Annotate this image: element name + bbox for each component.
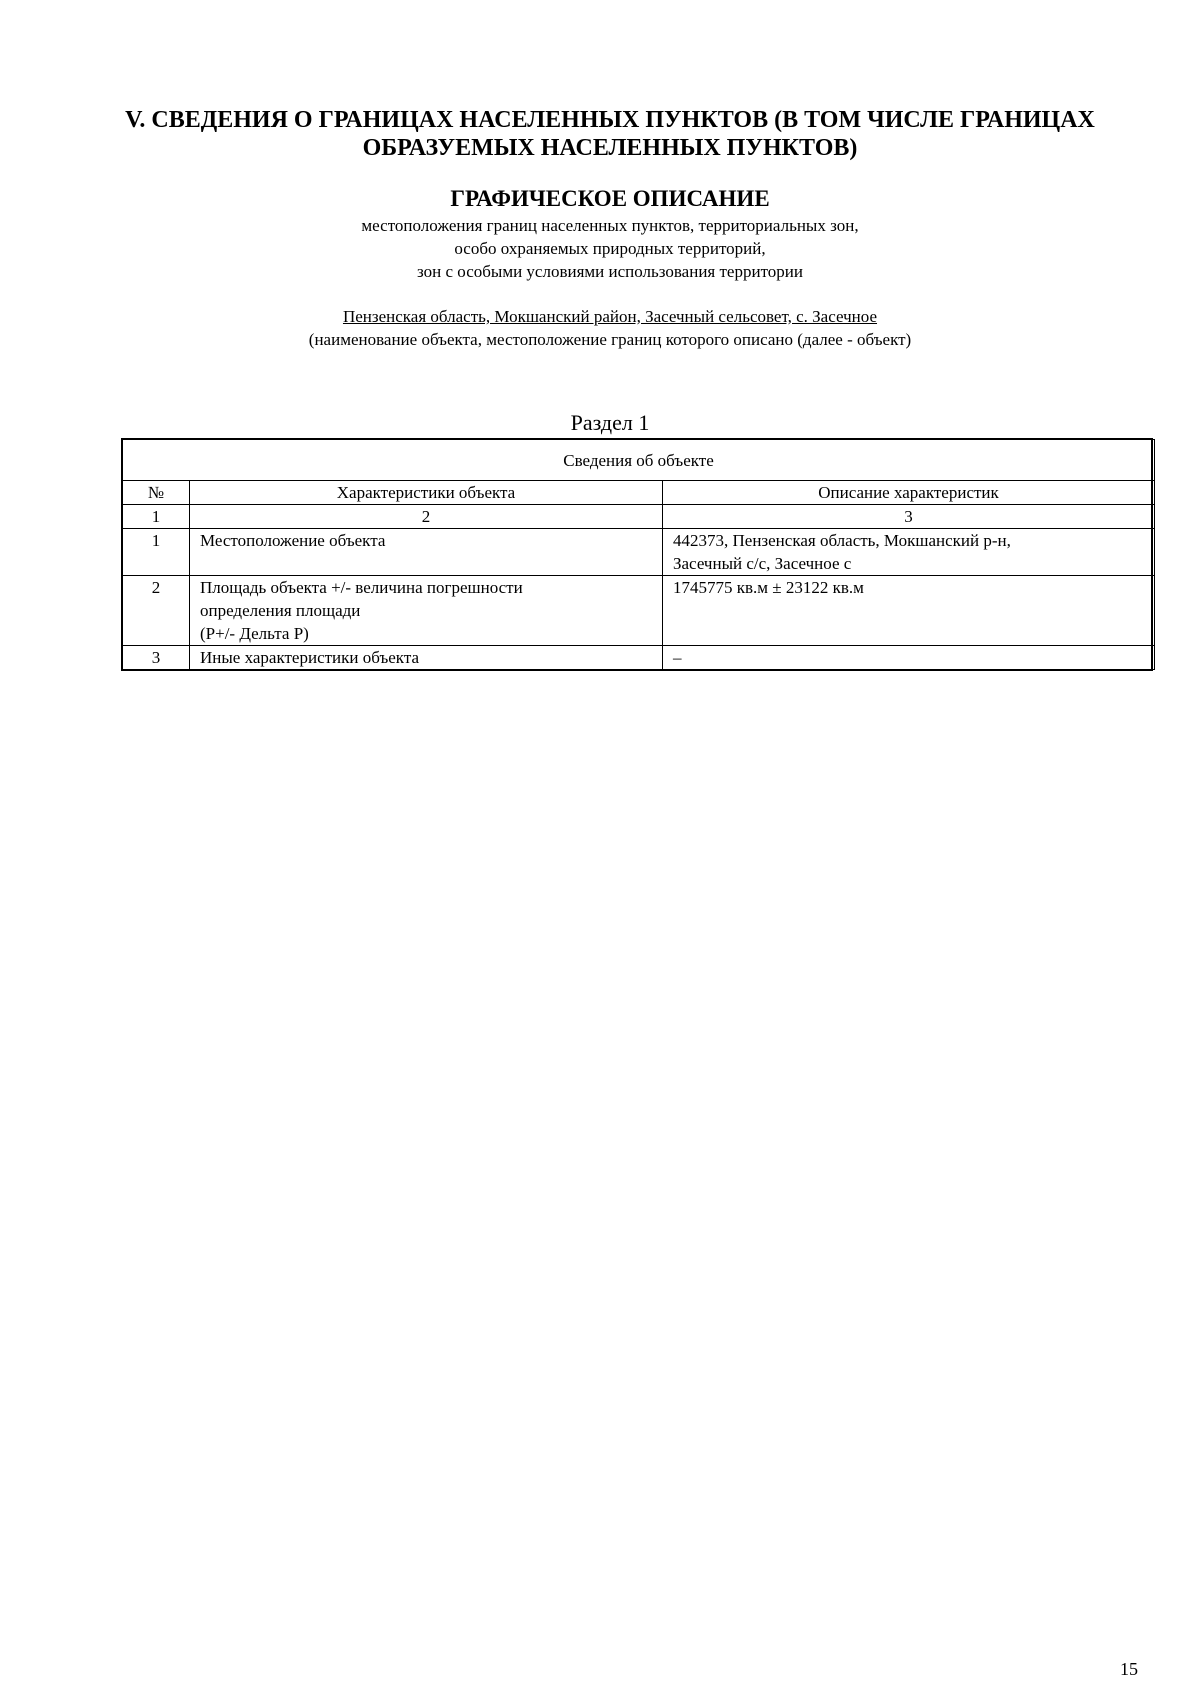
table-header-row <box>123 481 1155 505</box>
row-characteristic-line: Иные характеристики объекта <box>200 648 420 667</box>
column-numbers-row <box>123 505 1155 529</box>
object-name-caption: (наименование объекта, местоположение границ которого описано (далее - объект) <box>308 330 912 349</box>
graphic-description-subtitle <box>110 214 1110 283</box>
row-description <box>663 646 1155 670</box>
object-info-table <box>122 439 1155 670</box>
row-characteristic-line: (P+/- Дельта P) <box>200 624 309 643</box>
row-characteristic-line: определения площади <box>200 601 361 620</box>
row-characteristic <box>190 529 663 576</box>
table-row <box>123 529 1155 576</box>
row-description <box>663 529 1155 576</box>
graphic-description-line-1: местоположения границ населенных пунктов, территориальных зон, <box>361 216 859 235</box>
row-description <box>663 576 1155 646</box>
row-description-line: 1745775 кв.м ± 23122 кв.м <box>673 578 864 597</box>
column-number-1: 1 <box>123 505 190 529</box>
row-characteristic <box>190 646 663 670</box>
row-number: 3 <box>123 646 190 670</box>
document-heading <box>110 106 1110 162</box>
object-name: Пензенская область, Мокшанский район, Засечный сельсовет, с. Засечное <box>342 307 878 326</box>
table-row <box>123 646 1155 670</box>
row-description-line: – <box>673 648 682 667</box>
row-characteristic-line: Местоположение объекта <box>200 531 386 550</box>
column-number-3: 3 <box>663 505 1155 529</box>
row-characteristic <box>190 576 663 646</box>
header-number: № <box>123 481 190 505</box>
document-heading-line-1: V. СВЕДЕНИЯ О ГРАНИЦАХ НАСЕЛЕННЫХ ПУНКТОВ (В ТОМ ЧИСЛЕ ГРАНИЦАХ <box>125 107 1095 133</box>
row-number: 2 <box>123 576 190 646</box>
section-label: Раздел 1 <box>570 410 650 435</box>
header-characteristic: Характеристики объекта <box>190 481 663 505</box>
table-row <box>123 576 1155 646</box>
table-caption-row <box>123 440 1155 481</box>
graphic-description-line-3: зон с особыми условиями использования территории <box>417 262 803 281</box>
row-characteristic-line: Площадь объекта +/- величина погрешности <box>200 578 523 597</box>
row-number: 1 <box>123 529 190 576</box>
column-number-2: 2 <box>190 505 663 529</box>
page-number: 15 <box>1120 1659 1138 1679</box>
row-description-line: Засечный с/с, Засечное с <box>673 554 852 573</box>
header-description: Описание характеристик <box>663 481 1155 505</box>
row-description-line: 442373, Пензенская область, Мокшанский р-н, <box>673 531 1011 550</box>
graphic-description-title: ГРАФИЧЕСКОЕ ОПИСАНИЕ <box>450 186 770 211</box>
table-caption: Сведения об объекте <box>123 440 1155 481</box>
document-heading-line-2: ОБРАЗУЕМЫХ НАСЕЛЕННЫХ ПУНКТОВ) <box>362 135 858 161</box>
graphic-description-line-2: особо охраняемых природных территорий, <box>454 239 766 258</box>
